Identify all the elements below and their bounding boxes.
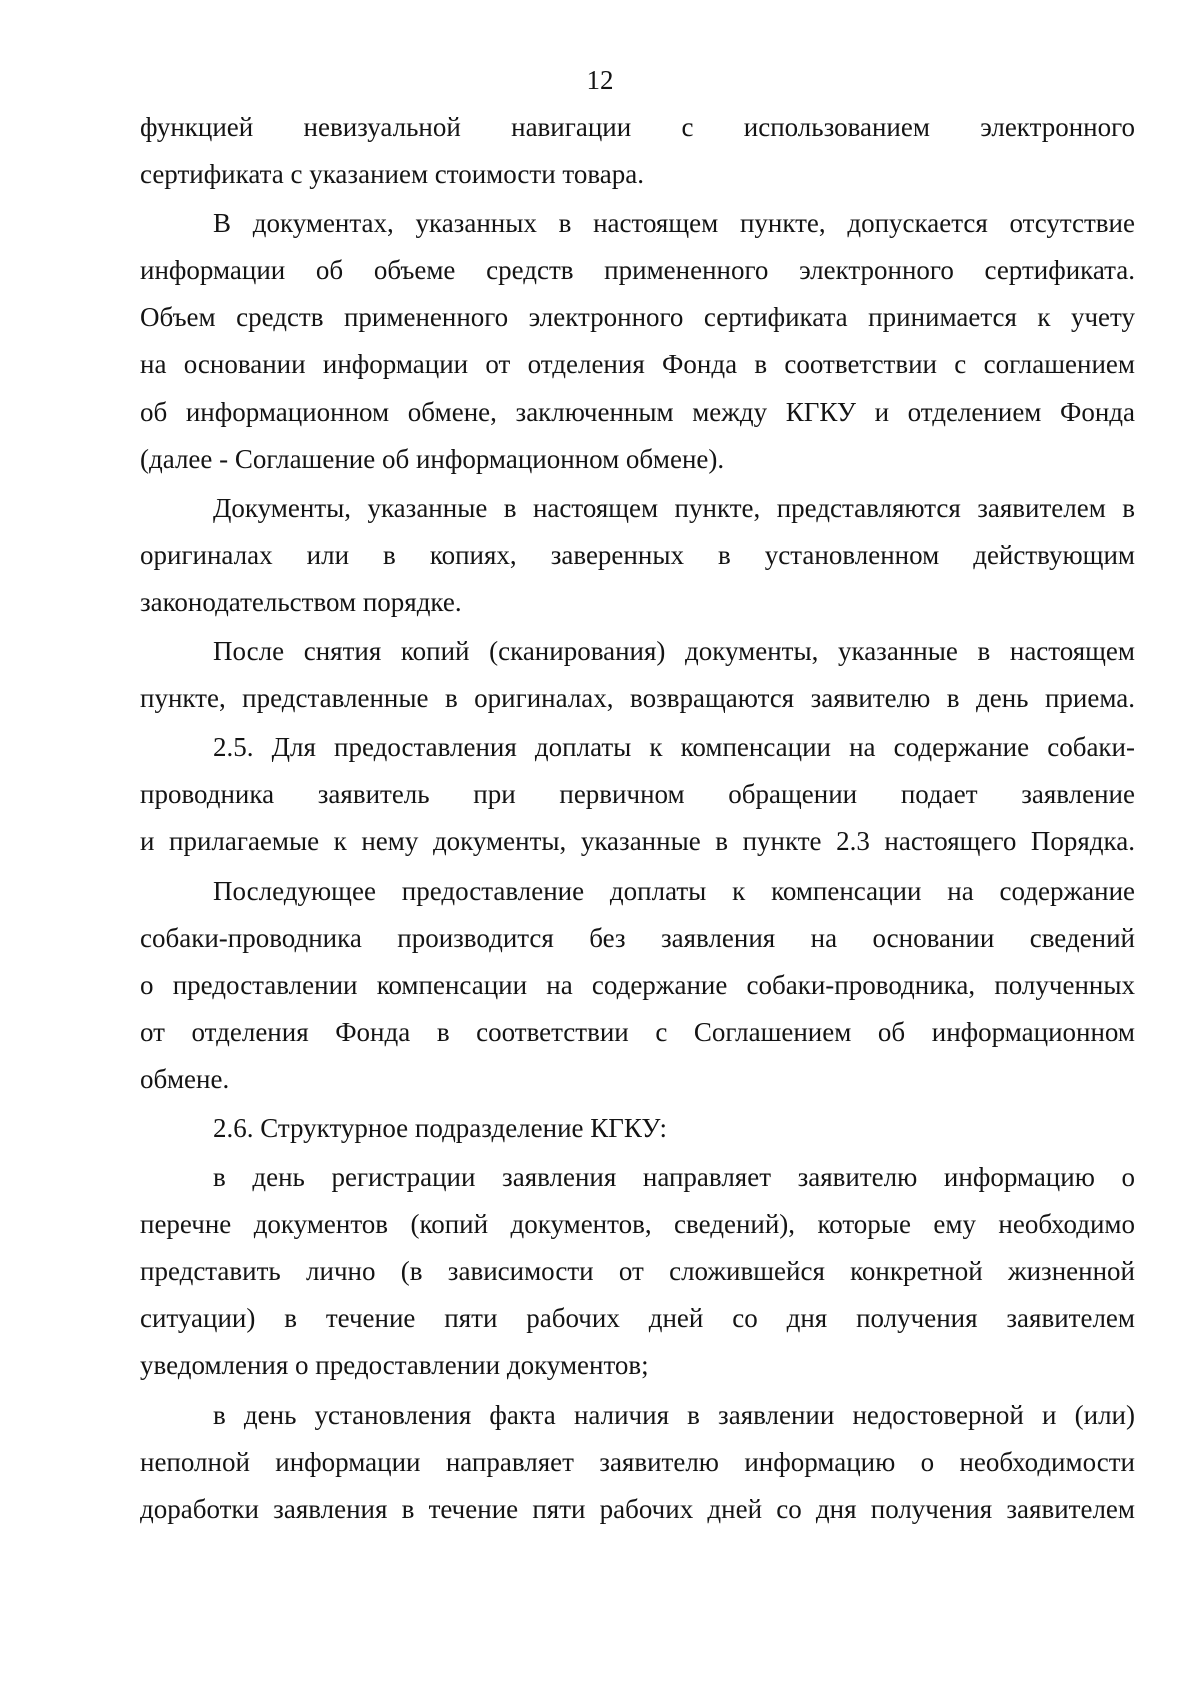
text-line: собаки-проводника производится без заявления на основании сведений (140, 922, 1135, 953)
text-line: Объем средств примененного электронного сертификата принимается к учету (140, 302, 1135, 333)
text-line: обмене. (140, 1063, 230, 1094)
text-line: представить лично (в зависимости от сложившейся конкретной жизненной (140, 1256, 1135, 1287)
text-line: В документах, указанных в настоящем пункте, допускается отсутствие (213, 208, 1135, 239)
text-line: функцией невизуальной навигации с использованием электронного (140, 112, 1135, 142)
text-line: уведомления о предоставлении документов; (140, 1350, 649, 1381)
document-body (140, 104, 1135, 1533)
text-line: ситуации) в течение пяти рабочих дней со дня получения заявителем (140, 1303, 1135, 1334)
text-line: Последующее предоставление доплаты к компенсации на содержание (213, 875, 1135, 906)
text-line: (далее - Соглашение об информационном обмене). (140, 443, 725, 474)
text-line: проводника заявитель при первичном обращении подает заявление (140, 779, 1135, 810)
page-number: 12 (586, 65, 614, 95)
text-line: После снятия копий (сканирования) документы, указанные в настоящем (213, 636, 1135, 667)
text-line: 2.6. Структурное подразделение КГКУ: (213, 1112, 667, 1143)
text-line: информации об объеме средств примененного электронного сертификата. (140, 255, 1135, 286)
text-line: доработки заявления в течение пяти рабочих дней со дня получения заявителем (140, 1493, 1135, 1524)
text-line: пункте, представленные в оригиналах, возвращаются заявителю в день приема. (140, 683, 1135, 714)
text-line: 2.5. Для предоставления доплаты к компенсации на содержание собаки- (213, 732, 1135, 763)
text-line: перечне документов (копий документов, сведений), которые ему необходимо (140, 1209, 1135, 1240)
text-line: в день установления факта наличия в заявлении недостоверной и (или) (213, 1399, 1135, 1430)
text-line: оригиналах или в копиях, заверенных в установленном действующим (140, 539, 1135, 570)
text-line: в день регистрации заявления направляет заявителю информацию о (213, 1162, 1135, 1193)
text-line: о предоставлении компенсации на содержание собаки-проводника, полученных (140, 969, 1135, 1000)
text-line: и прилагаемые к нему документы, указанные в пункте 2.3 настоящего Порядка. (140, 826, 1135, 857)
text-line: неполной информации направляет заявителю информацию о необходимости (140, 1446, 1135, 1477)
text-line: законодательством порядке. (140, 586, 462, 617)
text-line: на основании информации от отделения Фонда в соответствии с соглашением (140, 349, 1135, 380)
text-line: от отделения Фонда в соответствии с Соглашением об информационном (140, 1016, 1135, 1047)
text-line: об информационном обмене, заключенным между КГКУ и отделением Фонда (140, 396, 1135, 427)
text-line: сертификата с указанием стоимости товара. (140, 159, 644, 190)
text-line: Документы, указанные в настоящем пункте, представляются заявителем в (213, 492, 1135, 523)
